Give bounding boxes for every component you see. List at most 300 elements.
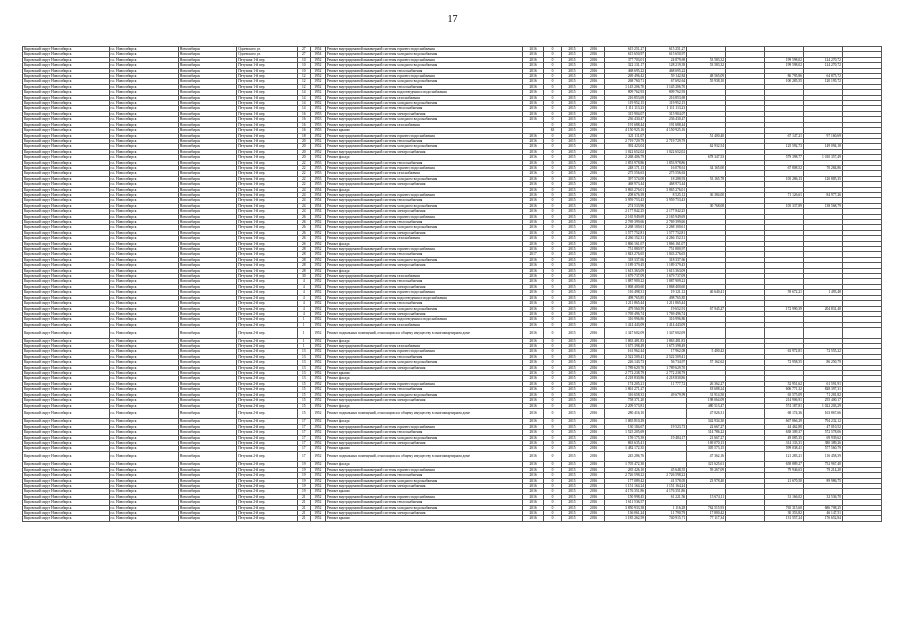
part-4-cell: 86 250,79: [803, 360, 842, 365]
house-number-cell: 14: [297, 106, 310, 111]
share-cell: 0: [544, 52, 561, 57]
district-cell: Кировский округ Новосибирск: [23, 209, 110, 214]
total-cost-cell: 136 061,24: [604, 511, 645, 516]
share-cell: 0: [544, 301, 561, 306]
share-cell: 0: [544, 500, 561, 505]
locality-cell: Новосибирск: [178, 489, 236, 494]
fund-cost-cell: 119 952,15: [646, 101, 687, 106]
year-built-cell: 1953: [310, 171, 325, 176]
locality-cell: Новосибирск: [178, 79, 236, 84]
street-cell: Петухова 2-й пер.: [237, 290, 298, 295]
part-4-cell: 686 708,25: [803, 505, 842, 510]
locality-cell: Новосибирск: [178, 403, 236, 408]
work-type-cell: Ремонт внутридомовой инженерной системы газоснабжения: [325, 171, 522, 176]
share-cell: 0: [544, 446, 561, 451]
share-cell: 0: [544, 57, 561, 62]
house-number-cell: 24: [297, 209, 310, 214]
fund-cost-cell: 8 525,12: [646, 192, 687, 197]
fund-cost-cell: 1 414 443,09: [646, 322, 687, 327]
share-cell: 0: [544, 176, 561, 181]
street-cell: Петухова 2-й пер.: [237, 311, 298, 316]
fund-cost-cell: 1 887 909,22: [646, 279, 687, 284]
start-year-cell: 2015: [561, 274, 583, 279]
district-cell: Кировский округ Новосибирск: [23, 424, 110, 429]
district-cell: Кировский округ Новосибирск: [23, 252, 110, 257]
end-year-cell: 2016: [583, 187, 605, 192]
district-cell: Кировский округ Новосибирск: [23, 106, 110, 111]
end-year-cell: 2016: [583, 79, 605, 84]
district-cell: Кировский округ Новосибирск: [23, 122, 110, 127]
district-cell: Кировский округ Новосибирск: [23, 462, 110, 467]
fund-cost-cell: 1 116,28: [646, 505, 687, 510]
work-type-cell: Ремонт внутридомовой инженерной системы теплоснабжения: [325, 387, 522, 392]
empty-cell: [842, 328, 881, 339]
part-3-cell: 658 889,27: [765, 462, 804, 467]
locality-cell: Новосибирск: [178, 149, 236, 154]
street-cell: Петухова 1-й пер.: [237, 247, 298, 252]
part-1-cell: 53 583,32: [687, 63, 726, 68]
end-year-cell: 2016: [583, 52, 605, 57]
locality-cell: Новосибирск: [178, 398, 236, 403]
city-cell: г.о. Новосибирск: [109, 225, 178, 230]
part-1-cell: 53 165,78: [687, 176, 726, 181]
work-type-cell: Ремонт внутридомовой инженерной системы теплоснабжения: [325, 138, 522, 143]
year-built-cell: 1952: [310, 511, 325, 516]
district-cell: Кировский округ Новосибирск: [23, 284, 110, 289]
locality-cell: Новосибирск: [178, 295, 236, 300]
part-4-cell: 71 281,82: [803, 392, 842, 397]
house-number-cell: 20: [297, 149, 310, 154]
year-built-cell: 1952: [310, 478, 325, 483]
house-number-cell: 4: [297, 301, 310, 306]
locality-cell: Новосибирск: [178, 290, 236, 295]
part-4-cell: 176 652,84: [803, 516, 842, 521]
end-year-cell: 2016: [583, 505, 605, 510]
end-year-cell: 2016: [583, 446, 605, 451]
part-4-cell: 32 536,70: [803, 494, 842, 499]
street-cell: Петухова 1-й пер.: [237, 101, 298, 106]
city-cell: г.о. Новосибирск: [109, 263, 178, 268]
work-type-cell: Ремонт внутридомовой инженерной системы газоснабжения: [325, 236, 522, 241]
district-cell: Кировский округ Новосибирск: [23, 128, 110, 133]
share-cell: 0: [544, 290, 561, 295]
part-1-cell: [687, 328, 726, 339]
city-cell: г.о. Новосибирск: [109, 176, 178, 181]
work-type-cell: Ремонт крыши: [325, 489, 522, 494]
street-cell: Петухова 2-й пер.: [237, 295, 298, 300]
city-cell: г.о. Новосибирск: [109, 381, 178, 386]
part-4-cell: 1 010 357,49: [803, 155, 842, 160]
plan-year-cell: 2016: [522, 478, 544, 483]
part-4-cell: 120 195,72: [803, 79, 842, 84]
part-3-cell: 44 462,88: [765, 424, 804, 429]
work-type-cell: Ремонт внутридомовой инженерной системы горячего водоснабжения: [325, 133, 522, 138]
fund-cost-cell: 1 347 602,09: [646, 328, 687, 339]
year-built-cell: 1952: [310, 473, 325, 478]
part-1-cell: 762 515,93: [687, 505, 726, 510]
end-year-cell: 2016: [583, 182, 605, 187]
end-year-cell: 2016: [583, 392, 605, 397]
plan-year-cell: 2016: [522, 84, 544, 89]
district-cell: Кировский округ Новосибирск: [23, 430, 110, 435]
total-cost-cell: 1 151 164,24: [604, 483, 645, 488]
end-year-cell: 2016: [583, 252, 605, 257]
start-year-cell: 2015: [561, 360, 583, 365]
part-4-cell: 163 867,66: [803, 408, 842, 419]
plan-year-cell: 2016: [522, 424, 544, 429]
city-cell: г.о. Новосибирск: [109, 349, 178, 354]
work-type-cell: Ремонт внутридомовой инженерной системы газоснабжения: [325, 322, 522, 327]
locality-cell: Новосибирск: [178, 225, 236, 230]
share-cell: 0: [544, 209, 561, 214]
house-number-cell: 19: [297, 473, 310, 478]
district-cell: Кировский округ Новосибирск: [23, 451, 110, 462]
locality-cell: Новосибирск: [178, 111, 236, 116]
work-type-cell: Ремонт внутридомовой инженерной системы газоснабжения: [325, 122, 522, 127]
plan-year-cell: 2016: [522, 133, 544, 138]
total-cost-cell: 2 268 100,61: [604, 225, 645, 230]
start-year-cell: 2015: [561, 500, 583, 505]
locality-cell: Новосибирск: [178, 279, 236, 284]
district-cell: Кировский округ Новосибирск: [23, 354, 110, 359]
start-year-cell: 2015: [561, 516, 583, 521]
share-cell: 0: [544, 252, 561, 257]
house-number-cell: 17: [297, 446, 310, 451]
empty-cell: [842, 451, 881, 462]
part-3-cell: 314 133,31: [765, 441, 804, 446]
part-1-cell: 62 932,54: [687, 144, 726, 149]
total-cost-cell: 322 131,17: [604, 63, 645, 68]
house-number-cell: 20: [297, 138, 310, 143]
locality-cell: Новосибирск: [178, 263, 236, 268]
locality-cell: Новосибирск: [178, 328, 236, 339]
year-built-cell: 1952: [310, 133, 325, 138]
total-cost-cell: 1 022 652,02: [604, 149, 645, 154]
work-type-cell: Ремонт внутридомовой инженерной системы электроснабжения: [325, 441, 522, 446]
start-year-cell: 2015: [561, 435, 583, 440]
locality-cell: Новосибирск: [178, 424, 236, 429]
year-built-cell: 1953: [310, 182, 325, 187]
end-year-cell: 2016: [583, 236, 605, 241]
plan-year-cell: 2016: [522, 387, 544, 392]
share-cell: 0: [544, 257, 561, 262]
end-year-cell: 2016: [583, 462, 605, 467]
share-cell: 0: [544, 225, 561, 230]
district-cell: Кировский округ Новосибирск: [23, 408, 110, 419]
plan-year-cell: 2016: [522, 47, 544, 52]
street-cell: Петухова 1-й пер.: [237, 187, 298, 192]
part-1-cell: 321 625,61: [687, 462, 726, 467]
plan-year-cell: 2016: [522, 467, 544, 472]
plan-year-cell: 2016: [522, 451, 544, 462]
district-cell: Кировский округ Новосибирск: [23, 144, 110, 149]
year-built-cell: 1952: [310, 344, 325, 349]
city-cell: г.о. Новосибирск: [109, 516, 178, 521]
city-cell: г.о. Новосибирск: [109, 311, 178, 316]
year-built-cell: 1952: [310, 381, 325, 386]
share-cell: 0: [544, 241, 561, 246]
locality-cell: Новосибирск: [178, 322, 236, 327]
year-built-cell: 1952: [310, 408, 325, 419]
plan-year-cell: 2016: [522, 516, 544, 521]
start-year-cell: 2015: [561, 198, 583, 203]
start-year-cell: 2015: [561, 392, 583, 397]
house-number-cell: 17: [297, 424, 310, 429]
share-cell: 0: [544, 68, 561, 73]
part-4-cell: 64 875,72: [803, 74, 842, 79]
city-cell: г.о. Новосибирск: [109, 371, 178, 376]
plan-year-cell: 2016: [522, 408, 544, 419]
locality-cell: Новосибирск: [178, 128, 236, 133]
street-cell: Петухова 1-й пер.: [237, 241, 298, 246]
total-cost-cell: 4 176 351,86: [604, 489, 645, 494]
locality-cell: Новосибирск: [178, 155, 236, 160]
year-built-cell: 1953: [310, 165, 325, 170]
fund-cost-cell: 19 484,17: [646, 435, 687, 440]
share-cell: 0: [544, 284, 561, 289]
work-type-cell: Ремонт внутридомовой инженерной системы холодного водоснабжения: [325, 203, 522, 208]
street-cell: Петухова 2-й пер.: [237, 365, 298, 370]
start-year-cell: 2015: [561, 155, 583, 160]
fund-cost-cell: 17 962,08: [646, 349, 687, 354]
work-type-cell: Ремонт внутридомовой инженерной системы теплоснабжения: [325, 252, 522, 257]
total-cost-cell: 2 177 842,25: [604, 209, 645, 214]
work-type-cell: Ремонт внутридомовой инженерной системы горячего водоснабжения: [325, 467, 522, 472]
district-cell: Кировский округ Новосибирск: [23, 47, 110, 52]
work-type-cell: Ремонт внутридомовой инженерной системы электроснабжения: [325, 111, 522, 116]
start-year-cell: 2015: [561, 387, 583, 392]
year-built-cell: 1952: [310, 494, 325, 499]
start-year-cell: 2015: [561, 63, 583, 68]
house-number-cell: 13: [297, 365, 310, 370]
start-year-cell: 2015: [561, 90, 583, 95]
part-1-cell: 57 162,62: [687, 360, 726, 365]
work-type-cell: Ремонт внутридомовой инженерной системы водоотведения и водоснабжения: [325, 317, 522, 322]
house-number-cell: 17: [297, 435, 310, 440]
street-cell: Петухова 2-й пер.: [237, 371, 298, 376]
house-number-cell: 14: [297, 101, 310, 106]
part-3-cell: 125 592,73: [765, 144, 804, 149]
year-built-cell: 1952: [310, 489, 325, 494]
year-built-cell: 1952: [310, 467, 325, 472]
district-cell: Кировский округ Новосибирск: [23, 176, 110, 181]
fund-cost-cell: 1 189 379,45: [646, 263, 687, 268]
year-built-cell: 1952: [310, 290, 325, 295]
locality-cell: Новосибирск: [178, 511, 236, 516]
start-year-cell: 2015: [561, 290, 583, 295]
year-built-cell: 1952: [310, 419, 325, 424]
plan-year-cell: 2016: [522, 165, 544, 170]
part-1-cell: 47 362,16: [687, 451, 726, 462]
fund-cost-cell: [646, 451, 687, 462]
year-built-cell: 1954: [310, 47, 325, 52]
locality-cell: Новосибирск: [178, 84, 236, 89]
house-number-cell: 1: [297, 344, 310, 349]
year-built-cell: 1952: [310, 149, 325, 154]
street-cell: Петухова 1-й пер.: [237, 74, 298, 79]
plan-year-cell: 2016: [522, 257, 544, 262]
total-cost-cell: 1 866 161,07: [604, 241, 645, 246]
locality-cell: Новосибирск: [178, 52, 236, 57]
district-cell: Кировский округ Новосибирск: [23, 268, 110, 273]
share-cell: 0: [544, 111, 561, 116]
total-cost-cell: 1 705 472,30: [604, 462, 645, 467]
work-type-cell: Ремонт внутридомовой инженерной системы электроснабжения: [325, 483, 522, 488]
part-3-cell: 100 285,55: [765, 79, 804, 84]
total-cost-cell: 2 209 573,81: [604, 403, 645, 408]
total-cost-cell: 1 865 810,29: [604, 419, 645, 424]
plan-year-cell: 2016: [522, 344, 544, 349]
fund-cost-cell: 59 142,84: [646, 74, 687, 79]
part-4-cell: 70 284,86: [803, 165, 842, 170]
work-type-cell: Ремонт крыши: [325, 516, 522, 521]
total-cost-cell: 1 414 443,09: [604, 322, 645, 327]
start-year-cell: 2015: [561, 494, 583, 499]
year-built-cell: 1952: [310, 155, 325, 160]
work-type-cell: Ремонт внутридомовой инженерной системы холодного водоснабжения: [325, 505, 522, 510]
city-cell: г.о. Новосибирск: [109, 144, 178, 149]
empty-cell: [842, 408, 881, 419]
start-year-cell: 2015: [561, 478, 583, 483]
year-built-cell: 1952: [310, 338, 325, 343]
share-cell: 0: [544, 106, 561, 111]
start-year-cell: 2015: [561, 171, 583, 176]
part-3-cell: 31 166,02: [765, 494, 804, 499]
part-3-cell: 52 951,62: [765, 381, 804, 386]
locality-cell: Новосибирск: [178, 430, 236, 435]
table-row: [23, 328, 882, 339]
share-cell: 0: [544, 306, 561, 311]
street-cell: Петухова 1-й пер.: [237, 171, 298, 176]
end-year-cell: 2016: [583, 317, 605, 322]
work-type-cell: Ремонт внутридомовой инженерной системы горячего водоснабжения: [325, 424, 522, 429]
table-body: [23, 47, 882, 522]
street-cell: Петухова 1-й пер.: [237, 122, 298, 127]
house-number-cell: 22: [297, 160, 310, 165]
year-built-cell: 1952: [310, 441, 325, 446]
end-year-cell: 2016: [583, 387, 605, 392]
total-cost-cell: 1 789 629,70: [604, 365, 645, 370]
plan-year-cell: 2017: [522, 252, 544, 257]
fund-cost-cell: 1 211 865,44: [646, 301, 687, 306]
fund-cost-cell: 18 288,93: [646, 176, 687, 181]
end-year-cell: 2016: [583, 376, 605, 381]
street-cell: Петухова 2-й пер.: [237, 516, 298, 521]
end-year-cell: 2016: [583, 473, 605, 478]
city-cell: г.о. Новосибирск: [109, 328, 178, 339]
total-cost-cell: 1 185 262,59: [604, 516, 645, 521]
start-year-cell: 2015: [561, 176, 583, 181]
part-4-cell: 752 967,40: [803, 462, 842, 467]
work-type-cell: Ремонт внутридомовой инженерной системы теплоснабжения: [325, 84, 522, 89]
start-year-cell: 2015: [561, 419, 583, 424]
fund-cost-cell: [646, 408, 687, 419]
street-cell: Петухова 1-й пер.: [237, 230, 298, 235]
district-cell: Кировский округ Новосибирск: [23, 241, 110, 246]
plan-year-cell: 2016: [522, 311, 544, 316]
work-type-cell: Ремонт фасада: [325, 268, 522, 273]
plan-year-cell: 2016: [522, 160, 544, 165]
house-number-cell: 27: [297, 52, 310, 57]
end-year-cell: 2016: [583, 57, 605, 62]
total-cost-cell: 2 769 399,66: [604, 220, 645, 225]
house-number-cell: 12: [297, 79, 310, 84]
street-cell: Петухова 2-й пер.: [237, 387, 298, 392]
end-year-cell: 2016: [583, 365, 605, 370]
work-type-cell: Ремонт внутридомовой инженерной системы холодного водоснабжения: [325, 435, 522, 440]
street-cell: Петухова 1-й пер.: [237, 214, 298, 219]
total-cost-cell: 1 211 865,44: [604, 301, 645, 306]
fund-cost-cell: 1 577 752,81: [646, 230, 687, 235]
locality-cell: Новосибирск: [178, 494, 236, 499]
end-year-cell: 2016: [583, 483, 605, 488]
total-cost-cell: 1 868 400,60: [604, 284, 645, 289]
district-cell: Кировский округ Новосибирск: [23, 171, 110, 176]
plan-year-cell: 2016: [522, 301, 544, 306]
city-cell: г.о. Новосибирск: [109, 365, 178, 370]
plan-year-cell: 2016: [522, 295, 544, 300]
part-3-cell: 638 309,37: [765, 430, 804, 435]
plan-year-cell: 2016: [522, 247, 544, 252]
district-cell: Кировский округ Новосибирск: [23, 419, 110, 424]
start-year-cell: 2015: [561, 284, 583, 289]
work-type-cell: Ремонт внутридомовой инженерной системы газоснабжения: [325, 95, 522, 100]
plan-year-cell: 2016: [522, 214, 544, 219]
street-cell: Петухова 1-й пер.: [237, 79, 298, 84]
start-year-cell: 2015: [561, 128, 583, 133]
year-built-cell: 1952: [310, 322, 325, 327]
fund-cost-cell: 2 769 399,66: [646, 220, 687, 225]
start-year-cell: 2015: [561, 338, 583, 343]
start-year-cell: 2015: [561, 408, 583, 419]
street-cell: Петухова 2-й пер.: [237, 376, 298, 381]
house-number-cell: 1: [297, 328, 310, 339]
table-row: [23, 451, 882, 462]
district-cell: Кировский округ Новосибирск: [23, 365, 110, 370]
total-cost-cell: 191 688,44: [604, 122, 645, 127]
start-year-cell: 2015: [561, 252, 583, 257]
street-cell: Петухова 2-й пер.: [237, 467, 298, 472]
end-year-cell: 2016: [583, 106, 605, 111]
locality-cell: Новосибирск: [178, 371, 236, 376]
city-cell: г.о. Новосибирск: [109, 220, 178, 225]
street-cell: Петухова 2-й пер.: [237, 398, 298, 403]
street-cell: Петухова 1-й пер.: [237, 225, 298, 230]
district-cell: Кировский округ Новосибирск: [23, 290, 110, 295]
share-cell: 0: [544, 511, 561, 516]
district-cell: Кировский округ Новосибирск: [23, 349, 110, 354]
house-number-cell: 21: [297, 516, 310, 521]
work-type-cell: Ремонт внутридомовой инженерной системы электроснабжения: [325, 365, 522, 370]
share-cell: 0: [544, 317, 561, 322]
part-2-cell: [726, 408, 765, 419]
start-year-cell: 2015: [561, 511, 583, 516]
end-year-cell: 2016: [583, 192, 605, 197]
city-cell: г.о. Новосибирск: [109, 274, 178, 279]
locality-cell: Новосибирск: [178, 500, 236, 505]
part-2-cell: [726, 451, 765, 462]
year-built-cell: 1952: [310, 311, 325, 316]
house-number-cell: 13: [297, 360, 310, 365]
part-3-cell: 131 557,24: [765, 516, 804, 521]
share-cell: 0: [544, 133, 561, 138]
capital-repair-table: [22, 46, 882, 522]
work-type-cell: Ремонт внутридомовой инженерной системы водоотведения и водоснабжения: [325, 295, 522, 300]
start-year-cell: 2015: [561, 462, 583, 467]
year-built-cell: 1952: [310, 268, 325, 273]
year-built-cell: 1952: [310, 371, 325, 376]
total-cost-cell: 758 371,20: [604, 398, 645, 403]
